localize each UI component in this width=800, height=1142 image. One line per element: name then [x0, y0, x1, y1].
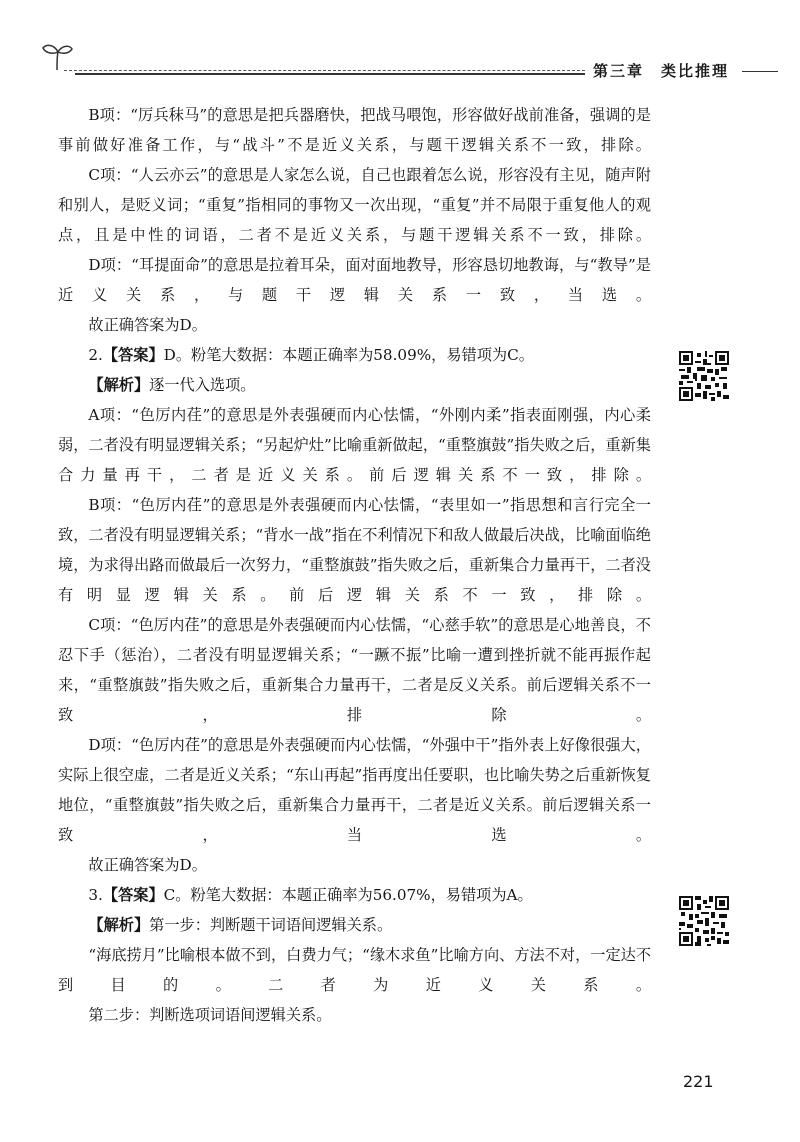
page-body: [58, 100, 651, 1030]
chapter-title: 第三章 类比推理: [593, 62, 730, 80]
paragraph: D项：“色厉内荏”的意思是外表强硬而内心怯懦，“外强中干”指外表上好像很强大，实际上很空虚，二者是近义关系；“东山再起”指再度出任要职，也比喻失势之后重新恢复地位，“重整旗鼓”指失败之后，重新集合力量再干，二者是近义关系。前后逻辑关系一致，当选。: [58, 736, 651, 844]
analysis-line: 【解析】第一步：判断题干词语间逻辑关系。: [88, 916, 393, 934]
answer-line: 3.【答案】C。粉笔大数据：本题正确率为56.07%，易错项为A。: [88, 886, 533, 904]
paragraph: B项：“厉兵秣马”的意思是把兵器磨快，把战马喂饱，形容做好战前准备，强调的是事前做好准备工作，与“战斗”不是近义关系，与题干逻辑关系不一致，排除。: [58, 106, 651, 154]
paragraph: 第二步：判断选项词语间逻辑关系。: [88, 1006, 332, 1024]
paragraph: 故正确答案为D。: [88, 316, 207, 334]
paragraph: C项：“色厉内荏”的意思是外表强硬而内心怯懦，“心慈手软”的意思是心地善良，不忍下手（惩治），二者没有明显逻辑关系；“一蹶不振”比喻一遭到挫折就不能再振作起来，“重整旗鼓”指失败之后，重新集合力量再干，二者是反义关系。前后逻辑关系不一致，排除。: [58, 616, 651, 724]
paragraph: B项：“色厉内荏”的意思是外表强硬而内心怯懦，“表里如一”指思想和言行完全一致，二者没有明显逻辑关系；“背水一战”指在不利情况下和敌人做最后决战，比喻面临绝境，为求得出路而做最后一次努力，“重整旗鼓”指失败之后，重新集合力量再干，二者没有明显逻辑关系。前后逻辑关系不一致，排除。: [58, 496, 651, 604]
qr-code-icon[interactable]: [679, 351, 729, 401]
analysis-line: 【解析】逐一代入选项。: [88, 376, 256, 394]
qr-code-icon[interactable]: [679, 896, 729, 946]
page-header: [0, 0, 800, 80]
answer-line: 2.【答案】D。粉笔大数据：本题正确率为58.09%，易错项为C。: [88, 346, 534, 364]
paragraph: A项：“色厉内荏”的意思是外表强硬而内心怯懦，“外刚内柔”指表面刚强，内心柔弱，二者没有明显逻辑关系；“另起炉灶”比喻重新做起，“重整旗鼓”指失败之后，重新集合力量再干，二者是近义关系。前后逻辑关系不一致，排除。: [58, 406, 651, 484]
page-number: 221: [683, 1072, 714, 1091]
paragraph: “海底捞月”比喻根本做不到，白费力气；“缘木求鱼”比喻方向、方法不对，一定达不到目的。二者为近义关系。: [58, 946, 652, 994]
header-rule: [75, 73, 585, 75]
header-rule-dashed: [64, 70, 585, 71]
paragraph: D项：“耳提面命”的意思是拉着耳朵，面对面地教导，形容恳切地教诲，与“教导”是近义关系，与题干逻辑关系一致，当选。: [58, 256, 651, 304]
header-rule-right: [742, 71, 778, 72]
sprout-icon: [40, 40, 74, 74]
paragraph: 故正确答案为D。: [88, 856, 207, 874]
paragraph: C项：“人云亦云”的意思是人家怎么说，自己也跟着怎么说，形容没有主见，随声附和别人，是贬义词；“重复”指相同的事物又一次出现，“重复”并不局限于重复他人的观点，且是中性的词语，二者不是近义关系，与题干逻辑关系不一致，排除。: [58, 166, 651, 244]
